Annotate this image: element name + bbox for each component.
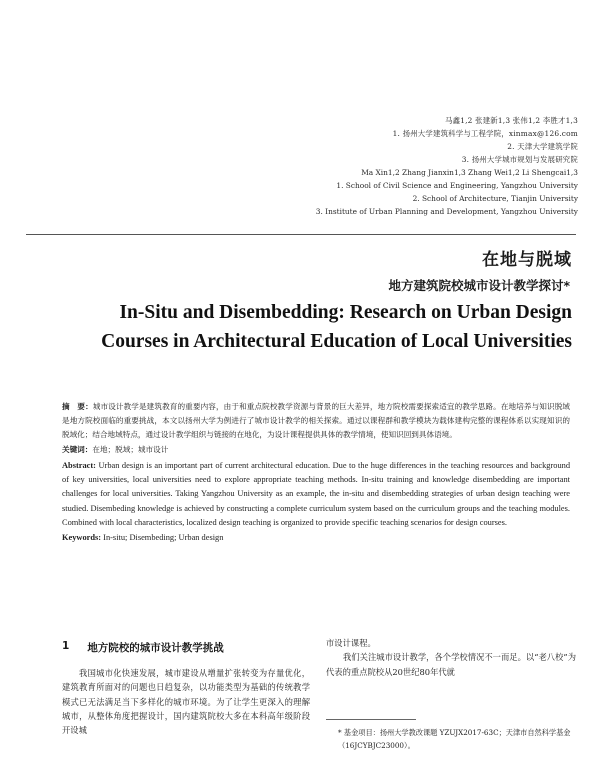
- authors-en: Ma Xin1,2 Zhang Jianxin1,3 Zhang Wei1,2 Li Shengcai1,3: [361, 168, 578, 177]
- affiliation-en-2: 2. School of Architecture, Tianjin University: [412, 194, 578, 203]
- right-col-paragraph: 我们关注城市设计教学，各个学校情况不一而足。以“老八校”为代表的重点院校从20世纪80年代就: [326, 652, 576, 677]
- body-right-column: [326, 636, 576, 752]
- author-affiliations: [278, 114, 578, 218]
- keywords-en-label: Keywords:: [62, 533, 102, 543]
- affiliation-cn-2: 2. 天津大学建筑学院: [507, 142, 578, 151]
- title-en-line-2: Courses in Architectural Education of Local Universities: [101, 331, 572, 352]
- subtitle-cn: 地方建筑院校城市设计教学探讨*: [388, 278, 570, 293]
- affiliation-cn-3: 3. 扬州大学城市规划与发展研究院: [461, 155, 578, 164]
- keywords-cn-text: 在地；脱域；城市设计: [92, 444, 169, 454]
- right-col-continuation: 市设计课程。: [326, 638, 376, 648]
- section-1-number: 1: [62, 640, 70, 652]
- section-1-title: 地方院校的城市设计教学挑战: [87, 642, 224, 654]
- affiliation-cn-1: 1. 扬州大学建筑科学与工程学院，xinmax@126.com: [392, 129, 578, 138]
- authors-cn: 马鑫1,2 张建新1,3 张伟1,2 李胜才1,3: [445, 116, 578, 125]
- abstract-cn: [62, 400, 570, 443]
- keywords-cn: [62, 443, 570, 457]
- section-1-paragraph: 我国城市化快速发展，城市建设从增量扩张转变为存量优化，建筑教育所面对的问题也日趋复杂，以功能类型为基础的传统教学模式已无法满足当下多样化的城市环境。为了让学生更深入的理解城市，从整体角度把握设计，国内建筑院校大多在本科高年级阶段开设城: [62, 668, 310, 736]
- abstract-en-text: Urban design is an important part of current architectural education. Due to the huge differences in the teaching resources and background of key universities, local universities need to explore appropriate teaching methods. In-situ training and knowledge disembedding are important challenges for local universities. Taking Yangzhou University as an example, the in-situ and disembedding strategies of urban design teaching were studied. Disembeding knowledge is achieved by constructing a complete curriculum system based on the curriculum groups and the teaching modules. Combined with local characteristics, localized design teaching is organized to provide specific teaching scenarios for design courses.: [62, 460, 571, 527]
- body-left-column: [62, 640, 310, 737]
- keywords-en: [62, 531, 570, 545]
- abstract-en-label: Abstract:: [62, 460, 96, 470]
- section-1-heading: [62, 640, 310, 655]
- abstract-en: [62, 459, 570, 530]
- footnote-divider: [326, 719, 416, 720]
- affiliation-en-1: 1. School of Civil Science and Engineering, Yangzhou University: [336, 181, 578, 190]
- funding-footnote: * 基金项目：扬州大学教改课题 YZUJX2017-63C；天津市自然科学基金（16JCYBJC23000）。: [338, 727, 571, 750]
- title-en-line-1: In-Situ and Disembedding: Research on Urban Design: [119, 302, 572, 323]
- title-cn: 在地与脱域: [482, 250, 572, 270]
- affiliation-en-3: 3. Institute of Urban Planning and Development, Yangzhou University: [315, 207, 578, 216]
- title-divider: [26, 234, 576, 235]
- keywords-en-text: In-situ; Disembeding; Urban design: [103, 533, 224, 543]
- keywords-cn-label: 关键词：: [62, 444, 93, 454]
- abstract-block: [62, 400, 570, 545]
- abstract-cn-text: 城市设计教学是建筑教育的重要内容，由于和重点院校教学资源与背景的巨大差异，地方院校需要探索适宜的教学思路。在地培养与知识脱域是地方院校面临的重要挑战，本文以扬州大学为例进行了城市设计教学的相关探索。通过以课程群和教学模块为载体建构完整的课程体系以实现知识的脱域化；结合地域特点，通过设计教学组织与链接的在地化，为设计课程提供具体的教学情境，使知识回到具体语境。: [62, 402, 570, 440]
- abstract-cn-label: 摘 要：: [62, 402, 93, 411]
